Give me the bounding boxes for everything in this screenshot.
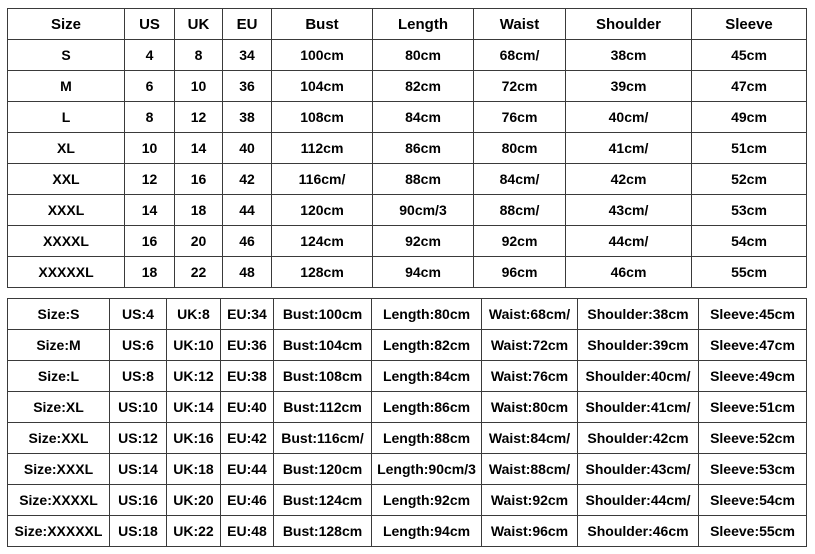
table-cell: EU:38 [221, 361, 274, 392]
table-cell: 10 [125, 133, 175, 164]
table-cell: 92cm [474, 226, 566, 257]
table-cell: 42cm [566, 164, 692, 195]
table-cell: US:10 [110, 392, 167, 423]
table-cell: 39cm [566, 71, 692, 102]
table-cell: Size:XXL [8, 423, 110, 454]
table-cell: 96cm [474, 257, 566, 288]
table-cell: Size:XXXL [8, 454, 110, 485]
table-cell: 116cm/ [272, 164, 373, 195]
table-cell: 38 [223, 102, 272, 133]
table-cell: Waist:72cm [482, 330, 578, 361]
table-cell: XL [8, 133, 125, 164]
table-cell: 82cm [373, 71, 474, 102]
table-cell: 104cm [272, 71, 373, 102]
table-cell: EU:44 [221, 454, 274, 485]
table-cell: L [8, 102, 125, 133]
table-cell: 8 [175, 40, 223, 71]
table-cell: 51cm [692, 133, 807, 164]
table-cell: Waist:96cm [482, 516, 578, 547]
table-cell: US:14 [110, 454, 167, 485]
size-chart-labeled-body [8, 299, 807, 547]
table-row [8, 516, 807, 547]
column-header-length: Length [373, 9, 474, 40]
table-cell: Length:88cm [372, 423, 482, 454]
table-cell: 80cm [474, 133, 566, 164]
table-cell: 20 [175, 226, 223, 257]
table-cell: Shoulder:41cm/ [578, 392, 699, 423]
column-header-size: Size [8, 9, 125, 40]
table-cell: Size:XXXXXL [8, 516, 110, 547]
table-cell: UK:12 [167, 361, 221, 392]
table-cell: 46cm [566, 257, 692, 288]
table-cell: 44cm/ [566, 226, 692, 257]
table-cell: Sleeve:55cm [699, 516, 807, 547]
table-cell: XXXXXL [8, 257, 125, 288]
table-cell: Length:90cm/3 [372, 454, 482, 485]
table-cell: 120cm [272, 195, 373, 226]
table-cell: US:16 [110, 485, 167, 516]
table-cell: 92cm [373, 226, 474, 257]
table-cell: US:18 [110, 516, 167, 547]
table-cell: 45cm [692, 40, 807, 71]
table-cell: US:8 [110, 361, 167, 392]
table-cell: Sleeve:53cm [699, 454, 807, 485]
table-row [8, 133, 807, 164]
table-cell: UK:18 [167, 454, 221, 485]
table-cell: Size:L [8, 361, 110, 392]
table-cell: UK:22 [167, 516, 221, 547]
table-row [8, 485, 807, 516]
table-cell: 40 [223, 133, 272, 164]
table-cell: 112cm [272, 133, 373, 164]
table-row [8, 361, 807, 392]
table-cell: 18 [175, 195, 223, 226]
table-cell: Bust:116cm/ [274, 423, 372, 454]
table-cell: XXXL [8, 195, 125, 226]
table-cell: EU:40 [221, 392, 274, 423]
table-cell: 94cm [373, 257, 474, 288]
table-cell: 38cm [566, 40, 692, 71]
table-cell: Shoulder:46cm [578, 516, 699, 547]
table-cell: 80cm [373, 40, 474, 71]
table-cell: Waist:88cm/ [482, 454, 578, 485]
table-cell: 54cm [692, 226, 807, 257]
table-cell: 40cm/ [566, 102, 692, 133]
table-row [8, 257, 807, 288]
table-cell: 48 [223, 257, 272, 288]
table-cell: 36 [223, 71, 272, 102]
table-cell: Bust:100cm [274, 299, 372, 330]
table-cell: EU:46 [221, 485, 274, 516]
table-cell: 10 [175, 71, 223, 102]
table-cell: Shoulder:40cm/ [578, 361, 699, 392]
table-cell: EU:42 [221, 423, 274, 454]
table-cell: Bust:108cm [274, 361, 372, 392]
table-cell: 4 [125, 40, 175, 71]
table-cell: 72cm [474, 71, 566, 102]
table-cell: 18 [125, 257, 175, 288]
table-cell: EU:36 [221, 330, 274, 361]
table-cell: EU:34 [221, 299, 274, 330]
table-cell: Bust:128cm [274, 516, 372, 547]
table-cell: US:6 [110, 330, 167, 361]
table-cell: UK:14 [167, 392, 221, 423]
table-cell: EU:48 [221, 516, 274, 547]
column-header-sleeve: Sleeve [692, 9, 807, 40]
table-cell: Shoulder:43cm/ [578, 454, 699, 485]
size-chart-table [7, 8, 807, 288]
table-cell: Shoulder:38cm [578, 299, 699, 330]
table-cell: Length:82cm [372, 330, 482, 361]
table-cell: 44 [223, 195, 272, 226]
table-cell: Waist:92cm [482, 485, 578, 516]
table-cell: S [8, 40, 125, 71]
table-cell: Shoulder:39cm [578, 330, 699, 361]
table-cell: Sleeve:47cm [699, 330, 807, 361]
table-cell: XXL [8, 164, 125, 195]
table-cell: XXXXL [8, 226, 125, 257]
table-cell: Length:94cm [372, 516, 482, 547]
table-row [8, 423, 807, 454]
table-cell: 12 [175, 102, 223, 133]
table-cell: 14 [125, 195, 175, 226]
table-cell: Size:M [8, 330, 110, 361]
table-cell: UK:20 [167, 485, 221, 516]
table-cell: Waist:76cm [482, 361, 578, 392]
column-header-waist: Waist [474, 9, 566, 40]
table-row [8, 164, 807, 195]
table-cell: US:4 [110, 299, 167, 330]
table-cell: 84cm [373, 102, 474, 133]
table-cell: 76cm [474, 102, 566, 133]
column-header-shoulder: Shoulder [566, 9, 692, 40]
table-cell: UK:16 [167, 423, 221, 454]
table-cell: 52cm [692, 164, 807, 195]
table-cell: M [8, 71, 125, 102]
table-cell: 22 [175, 257, 223, 288]
table-cell: 41cm/ [566, 133, 692, 164]
table-cell: 90cm/3 [373, 195, 474, 226]
table-row [8, 71, 807, 102]
table-cell: Length:92cm [372, 485, 482, 516]
table-cell: Waist:84cm/ [482, 423, 578, 454]
table-cell: UK:10 [167, 330, 221, 361]
table-row [8, 40, 807, 71]
table-cell: Shoulder:42cm [578, 423, 699, 454]
table-cell: Length:84cm [372, 361, 482, 392]
table-cell: 43cm/ [566, 195, 692, 226]
table-cell: 34 [223, 40, 272, 71]
table-row [8, 454, 807, 485]
table-cell: 55cm [692, 257, 807, 288]
table-cell: Length:80cm [372, 299, 482, 330]
table-row [8, 195, 807, 226]
table-row [8, 299, 807, 330]
table-cell: Bust:112cm [274, 392, 372, 423]
column-header-eu: EU [223, 9, 272, 40]
table-cell: 86cm [373, 133, 474, 164]
table-cell: 124cm [272, 226, 373, 257]
table-cell: 100cm [272, 40, 373, 71]
table-cell: 88cm [373, 164, 474, 195]
table-row [8, 226, 807, 257]
table-cell: 6 [125, 71, 175, 102]
table-cell: Shoulder:44cm/ [578, 485, 699, 516]
table-cell: Waist:68cm/ [482, 299, 578, 330]
table-cell: 46 [223, 226, 272, 257]
table-cell: 8 [125, 102, 175, 133]
table-cell: Sleeve:54cm [699, 485, 807, 516]
column-header-bust: Bust [272, 9, 373, 40]
table-cell: 42 [223, 164, 272, 195]
table-cell: Sleeve:52cm [699, 423, 807, 454]
table-cell: Size:S [8, 299, 110, 330]
table-cell: 108cm [272, 102, 373, 133]
size-chart-header-row [8, 9, 807, 40]
table-cell: Length:86cm [372, 392, 482, 423]
size-chart-labeled-table [7, 298, 807, 547]
table-cell: 16 [175, 164, 223, 195]
table-cell: UK:8 [167, 299, 221, 330]
table-cell: 68cm/ [474, 40, 566, 71]
table-cell: 16 [125, 226, 175, 257]
size-chart-body [8, 40, 807, 288]
table-cell: 88cm/ [474, 195, 566, 226]
table-cell: 84cm/ [474, 164, 566, 195]
table-cell: Sleeve:51cm [699, 392, 807, 423]
table-cell: Bust:124cm [274, 485, 372, 516]
column-header-uk: UK [175, 9, 223, 40]
table-cell: Bust:104cm [274, 330, 372, 361]
table-cell: 47cm [692, 71, 807, 102]
table-cell: 49cm [692, 102, 807, 133]
table-row [8, 330, 807, 361]
table-cell: Size:XXXXL [8, 485, 110, 516]
table-cell: Waist:80cm [482, 392, 578, 423]
table-cell: 53cm [692, 195, 807, 226]
table-row [8, 102, 807, 133]
column-header-us: US [125, 9, 175, 40]
table-cell: US:12 [110, 423, 167, 454]
table-cell: Sleeve:45cm [699, 299, 807, 330]
table-row [8, 392, 807, 423]
table-cell: 14 [175, 133, 223, 164]
table-cell: Bust:120cm [274, 454, 372, 485]
table-cell: 12 [125, 164, 175, 195]
table-cell: Sleeve:49cm [699, 361, 807, 392]
table-cell: Size:XL [8, 392, 110, 423]
table-cell: 128cm [272, 257, 373, 288]
